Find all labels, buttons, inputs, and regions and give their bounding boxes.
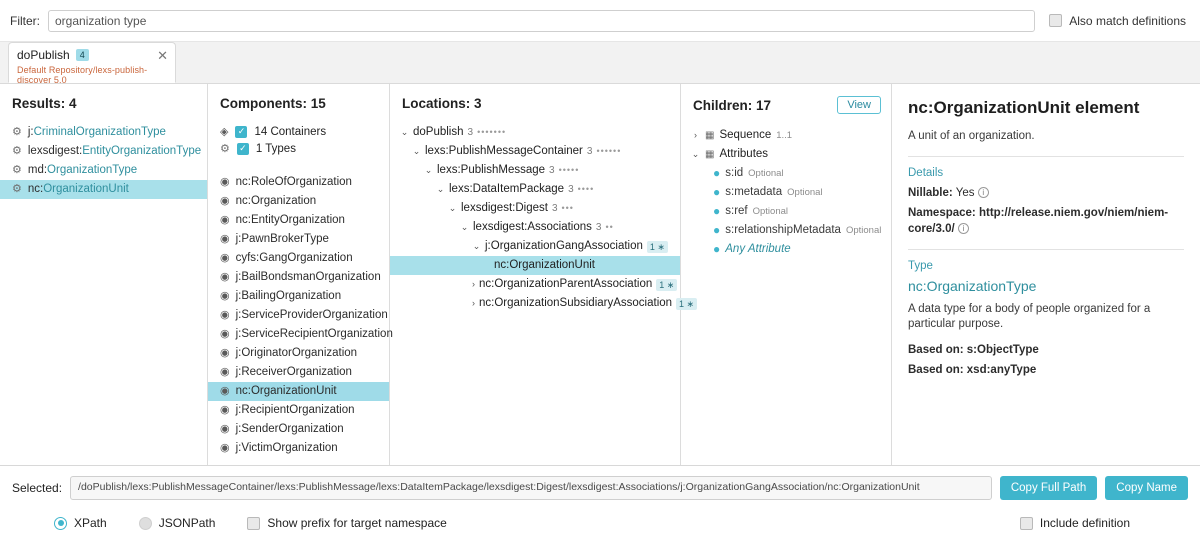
- details-section-title: Details: [908, 167, 944, 179]
- child-label: Attributes: [719, 148, 769, 160]
- child-label: s:relationshipMetadata: [725, 224, 841, 236]
- xpath-radio[interactable]: [54, 517, 67, 530]
- component-icon: ◉: [220, 347, 230, 359]
- results-title: Results: 4: [12, 96, 77, 111]
- component-label: cyfs:GangOrganization: [235, 252, 353, 264]
- child-meta: Optional: [748, 168, 784, 179]
- tree-node-count: 3: [586, 146, 593, 157]
- tree-node-count: 3: [568, 184, 574, 195]
- copy-full-path-button[interactable]: Copy Full Path: [1000, 476, 1097, 500]
- list-item[interactable]: [208, 306, 389, 325]
- type-description: A data type for a body of people organized for a particular purpose.: [908, 303, 1151, 330]
- component-label: j:OriginatorOrganization: [235, 347, 358, 359]
- tree-node-sequence[interactable]: [681, 126, 891, 145]
- list-item[interactable]: [0, 142, 207, 161]
- tree-node[interactable]: [390, 275, 680, 294]
- tree-node-count: 3: [467, 127, 474, 138]
- type-section-title: Type: [908, 260, 933, 272]
- component-icon: ◉: [220, 442, 230, 454]
- tree-node-count: 3: [549, 165, 555, 176]
- tree-node-label: lexsdigest:Associations: [473, 221, 592, 233]
- attribute-icon: ●: [713, 223, 721, 237]
- component-label: j:PawnBrokerType: [235, 233, 329, 245]
- component-icon: ◉: [220, 309, 230, 321]
- jsonpath-radio[interactable]: [139, 517, 152, 530]
- chevron-right-icon[interactable]: ›: [472, 298, 475, 308]
- tree-node-dots: ••: [605, 222, 614, 232]
- component-icon: ◉: [220, 366, 230, 378]
- tab-strip: [0, 42, 1200, 84]
- child-label: s:ref: [725, 205, 748, 217]
- component-icon: ◉: [220, 214, 230, 226]
- filter-label: Filter:: [10, 13, 40, 28]
- selected-row: [12, 476, 1188, 500]
- filter-input[interactable]: [48, 10, 1035, 32]
- tree-node-label: lexsdigest:Digest: [461, 202, 548, 214]
- list-item[interactable]: [208, 420, 389, 439]
- namespace-label: Namespace:: [908, 207, 976, 219]
- tree-node[interactable]: [390, 123, 680, 142]
- tree-node-badge: 1 ∗: [647, 241, 668, 253]
- list-item[interactable]: [208, 211, 389, 230]
- tree-node-label: lexs:PublishMessage: [437, 164, 546, 176]
- component-icon: ◉: [220, 404, 230, 416]
- columns-area: [0, 84, 1200, 466]
- include-definition-option[interactable]: [1020, 516, 1130, 530]
- list-item[interactable]: [208, 287, 389, 306]
- list-item[interactable]: [208, 173, 389, 192]
- spacer: [208, 157, 389, 169]
- list-item-selected[interactable]: [208, 382, 389, 401]
- component-label: nc:OrganizationUnit: [235, 385, 337, 397]
- element-description: A unit of an organization.: [908, 130, 1035, 142]
- chevron-down-icon[interactable]: ⌄: [400, 127, 409, 137]
- list-item[interactable]: [208, 192, 389, 211]
- selected-path-field[interactable]: /doPublish/lexs:PublishMessageContainer/lexs:PublishMessage/lexs:DataItemPackage/lexsdigest:Digest/lexsdigest:Associations/j:OrganizationGangAssociation/nc:OrganizationUnit: [70, 476, 992, 500]
- chevron-down-icon[interactable]: ⌄: [436, 184, 445, 194]
- tree-node-selected[interactable]: [390, 256, 680, 275]
- results-header: [0, 84, 207, 119]
- locations-title: Locations: 3: [402, 96, 482, 111]
- tree-node-dots: ••••: [577, 184, 595, 194]
- based-on-1: Based on: s:ObjectType: [908, 344, 1039, 356]
- attribute-icon: ●: [713, 185, 721, 199]
- close-icon[interactable]: ✕: [157, 48, 168, 63]
- tree-node-label: doPublish: [413, 126, 464, 138]
- locations-tree: [390, 119, 695, 313]
- detail-pane: [892, 84, 1200, 465]
- nillable-row: [908, 185, 1184, 201]
- show-prefix-label: Show prefix for target namespace: [267, 516, 447, 530]
- result-prefix: lexsdigest:: [27, 145, 83, 157]
- tree-node-label: nc:OrganizationUnit: [494, 259, 595, 271]
- component-icon: ◉: [220, 423, 230, 435]
- result-prefix: nc:: [27, 183, 44, 195]
- components-header: [208, 84, 389, 119]
- child-label: Any Attribute: [725, 243, 791, 255]
- component-icon: ◉: [220, 176, 230, 188]
- result-name: EntityOrganizationType: [82, 145, 202, 157]
- bottom-bar: [0, 466, 1200, 556]
- tab-header-row: [17, 48, 167, 62]
- list-item[interactable]: [208, 363, 389, 382]
- component-label: j:ServiceProviderOrganization: [235, 309, 388, 321]
- tree-node-label: nc:OrganizationSubsidiaryAssociation: [479, 297, 673, 309]
- tree-node-dots: •••••••: [477, 127, 507, 137]
- tree-node[interactable]: [390, 199, 680, 218]
- components-summary: [208, 119, 389, 169]
- chevron-right-icon[interactable]: ›: [694, 130, 697, 140]
- child-label: s:id: [725, 167, 744, 179]
- type-name[interactable]: nc:OrganizationType: [908, 278, 1037, 294]
- chevron-down-icon[interactable]: ⌄: [460, 222, 469, 232]
- component-label: nc:EntityOrganization: [235, 214, 345, 226]
- tree-node-dots: •••••: [558, 165, 580, 175]
- types-checkbox[interactable]: ✓: [237, 143, 249, 155]
- children-title: Children: 17: [693, 97, 772, 113]
- info-icon[interactable]: i: [958, 223, 969, 234]
- result-prefix: md:: [27, 164, 48, 176]
- chevron-right-icon[interactable]: ›: [472, 279, 475, 289]
- component-label: j:BailBondsmanOrganization: [235, 271, 381, 283]
- component-icon: ◉: [220, 385, 230, 397]
- xpath-option[interactable]: [54, 516, 107, 530]
- xpath-label: XPath: [74, 516, 107, 530]
- child-any-attribute[interactable]: [681, 240, 891, 259]
- attribute-icon: ●: [713, 204, 721, 218]
- child-attribute[interactable]: [681, 221, 891, 240]
- filter-bar: [0, 0, 1200, 42]
- result-name: CriminalOrganizationType: [33, 126, 166, 138]
- list-item[interactable]: [208, 344, 389, 363]
- also-match-definitions-toggle[interactable]: [1049, 14, 1186, 28]
- component-icon: ◉: [220, 328, 230, 340]
- list-item[interactable]: [208, 249, 389, 268]
- info-icon[interactable]: i: [978, 187, 989, 198]
- tab-dopublish[interactable]: [8, 42, 176, 83]
- list-item[interactable]: [0, 123, 207, 142]
- gear-icon: ⚙: [12, 145, 22, 157]
- tree-node-count: 3: [551, 203, 558, 214]
- selected-label: Selected:: [12, 481, 63, 495]
- sequence-icon: ▦: [705, 130, 715, 141]
- tab-badge-count: 4: [76, 49, 89, 61]
- divider: [908, 156, 1184, 157]
- nillable-label: Nillable:: [908, 187, 953, 199]
- containers-checkbox[interactable]: ✓: [235, 126, 247, 138]
- component-label: j:RecipientOrganization: [235, 404, 355, 416]
- results-list: [0, 119, 207, 199]
- components-filter-containers[interactable]: [208, 123, 389, 140]
- components-filter-types[interactable]: [208, 140, 389, 157]
- container-icon: ◈: [220, 126, 229, 138]
- results-column: [0, 84, 208, 465]
- component-label: j:BailingOrganization: [235, 290, 342, 302]
- chevron-down-icon[interactable]: ⌄: [691, 149, 700, 159]
- include-definition-label: Include definition: [1039, 516, 1130, 530]
- attribute-icon: ●: [713, 242, 721, 256]
- include-definition-checkbox[interactable]: [1020, 517, 1033, 530]
- component-label: j:ReceiverOrganization: [235, 366, 352, 378]
- types-label: 1 Types: [255, 142, 296, 155]
- jsonpath-option[interactable]: [139, 516, 216, 530]
- tree-node-badge: 1 ∗: [656, 279, 677, 291]
- component-label: nc:Organization: [235, 195, 317, 207]
- component-label: nc:RoleOfOrganization: [235, 176, 352, 188]
- tree-node-label: nc:OrganizationParentAssociation: [479, 278, 653, 290]
- based-on-2: Based on: xsd:anyType: [908, 364, 1037, 376]
- jsonpath-label: JSONPath: [158, 516, 216, 530]
- chevron-down-icon[interactable]: ⌄: [472, 241, 481, 251]
- list-item[interactable]: [208, 325, 393, 344]
- tree-node-attributes[interactable]: [681, 145, 891, 164]
- children-header: [681, 84, 891, 122]
- children-column: [681, 84, 892, 465]
- containers-label: 14 Containers: [254, 125, 327, 138]
- copy-name-button[interactable]: Copy Name: [1105, 476, 1188, 500]
- component-icon: ◉: [220, 290, 230, 302]
- result-name: OrganizationUnit: [43, 183, 129, 195]
- component-icon: ◉: [220, 271, 230, 283]
- tree-node[interactable]: [390, 180, 680, 199]
- detail-content: [892, 84, 1200, 376]
- child-meta: Optional: [787, 187, 823, 198]
- attribute-icon: ●: [713, 166, 721, 180]
- chevron-down-icon[interactable]: ⌄: [424, 165, 433, 175]
- components-title: Components: 15: [220, 96, 326, 111]
- type-icon: ⚙: [220, 143, 230, 155]
- locations-header: [390, 84, 680, 119]
- attributes-icon: ▦: [705, 149, 715, 160]
- chevron-down-icon[interactable]: ⌄: [448, 203, 457, 213]
- show-prefix-option[interactable]: [247, 516, 446, 530]
- locations-column: [390, 84, 695, 465]
- child-meta: Optional: [752, 206, 789, 217]
- list-item[interactable]: [208, 401, 389, 420]
- gear-icon: ⚙: [12, 164, 22, 176]
- options-row: [12, 516, 1188, 530]
- tree-node[interactable]: [390, 142, 680, 161]
- list-item[interactable]: [208, 230, 389, 249]
- list-item[interactable]: [208, 268, 389, 287]
- tree-node-label: lexs:PublishMessageContainer: [425, 145, 583, 157]
- tree-node[interactable]: [390, 237, 680, 256]
- component-icon: ◉: [220, 233, 230, 245]
- child-attribute[interactable]: [681, 183, 891, 202]
- list-item-selected[interactable]: [0, 180, 207, 199]
- result-prefix: j:: [27, 126, 34, 138]
- namespace-value: http://release.niem.gov/niem/niem-core/3.0/: [908, 207, 1169, 235]
- component-icon: ◉: [220, 195, 230, 207]
- tree-node-dots: •••: [561, 203, 574, 213]
- list-item[interactable]: [0, 161, 207, 180]
- tab-title: doPublish: [17, 48, 70, 62]
- child-attribute[interactable]: [681, 202, 891, 221]
- tree-node-label: lexs:DataItemPackage: [449, 183, 565, 195]
- also-match-checkbox[interactable]: [1049, 14, 1062, 27]
- child-attribute[interactable]: [681, 164, 891, 183]
- tree-node-label: j:OrganizationGangAssociation: [485, 240, 643, 252]
- list-item[interactable]: [208, 439, 389, 458]
- nillable-value: Yes: [955, 187, 975, 199]
- page-title: nc:OrganizationUnit element: [908, 98, 1140, 117]
- components-list: [208, 169, 393, 458]
- tree-node[interactable]: [390, 161, 680, 180]
- divider: [908, 249, 1184, 250]
- component-icon: ◉: [220, 252, 230, 264]
- tab-subtitle: Default Repository/lexs-publish-discover 5.0: [17, 65, 148, 85]
- tree-node-badge: 1 ∗: [676, 298, 697, 310]
- gear-icon: ⚙: [12, 183, 22, 195]
- children-tree: [681, 122, 891, 259]
- result-name: OrganizationType: [47, 164, 138, 176]
- chevron-down-icon[interactable]: ⌄: [412, 146, 421, 156]
- also-match-label: Also match definitions: [1069, 13, 1186, 28]
- tree-node[interactable]: [390, 294, 695, 313]
- component-label: j:ServiceRecipientOrganization: [235, 328, 393, 340]
- gear-icon: ⚙: [12, 126, 22, 138]
- components-column: [208, 84, 393, 465]
- child-meta: Optional: [845, 225, 882, 236]
- component-label: j:VictimOrganization: [235, 442, 338, 454]
- component-label: j:SenderOrganization: [235, 423, 344, 435]
- tree-node[interactable]: [390, 218, 680, 237]
- show-prefix-checkbox[interactable]: [247, 517, 260, 530]
- view-button[interactable]: View: [837, 96, 881, 114]
- tree-node-count: 3: [595, 222, 602, 233]
- child-label: s:metadata: [725, 186, 783, 198]
- child-label: Sequence: [719, 129, 772, 141]
- child-meta: 1..1: [776, 130, 793, 141]
- tree-node-dots: ••••••: [596, 146, 622, 156]
- namespace-row: [908, 205, 1184, 237]
